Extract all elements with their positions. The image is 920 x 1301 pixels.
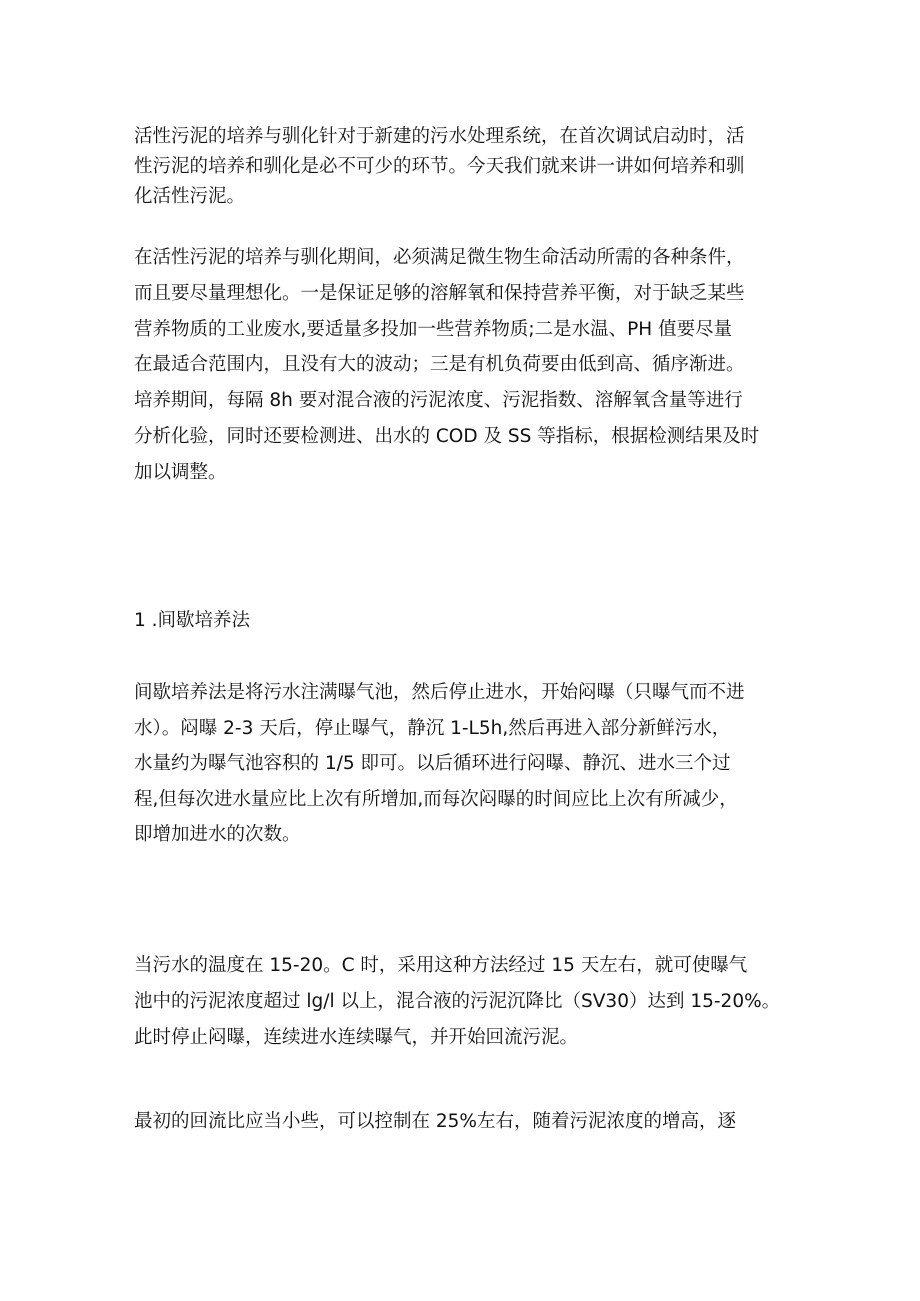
text-line: 培养期间，每隔 8h 要对混合液的污泥浓度、污泥指数、溶解氧含量等进行 bbox=[134, 390, 743, 412]
text-line: 活性污泥的培养与驯化针对于新建的污水处理系统，在首次调试启动时，活 bbox=[134, 126, 745, 147]
paragraph-batch-method bbox=[134, 675, 745, 853]
text-line: 即增加进水的次数。 bbox=[134, 824, 301, 845]
text-line: 程,但每次进水量应比上次有所增加,而每次闷曝的时间应比上次有所减少， bbox=[134, 788, 738, 810]
text-line: 在活性污泥的培养与驯化期间，必须满足微生物生命活动所需的各种条件， bbox=[134, 247, 745, 268]
text-line: 性污泥的培养和驯化是必不可少的环节。今天我们就来讲一讲如何培养和驯 bbox=[134, 156, 745, 177]
text-line: 加以调整。 bbox=[134, 461, 227, 483]
text-line: 水）。闷曝 2-3 天后，停止曝气，静沉 1-L5h,然后再进入部分新鲜污水， bbox=[134, 717, 731, 739]
text-line: 池中的污泥浓度超过 lg∕l 以上，混合液的污泥沉降比（SV30）达到 15-20%。 bbox=[134, 991, 781, 1012]
text-line: 分析化验，同时还要检测进、出水的 COD 及 SS 等指标，根据检测结果及时 bbox=[134, 425, 760, 447]
text-line: 营养物质的工业废水,要适量多投加一些营养物质;二是水温、PH 值要尽量 bbox=[134, 318, 733, 340]
paragraph-conditions bbox=[134, 240, 759, 491]
text-line: 在最适合范围内，且没有大的波动；三是有机负荷要由低到高、循序渐进。 bbox=[134, 354, 745, 376]
paragraph-intro bbox=[134, 122, 745, 212]
text-line: 水量约为曝气池容积的 1/5 即可。以后循环进行闷曝、静沉、进水三个过 bbox=[134, 753, 731, 774]
paragraph-temperature bbox=[134, 948, 780, 1056]
text-line: 此时停止闷曝，连续进水连续曝气，并开始回流污泥。 bbox=[134, 1027, 579, 1048]
text-line: 而且要尽量理想化。一是保证足够的溶解氧和保持营养平衡，对于缺乏某些 bbox=[134, 282, 745, 304]
text-line: 化活性污泥。 bbox=[134, 186, 246, 207]
text-line: 当污水的温度在 15-20。C 时，采用这种方法经过 15 天左右，就可使曝气 bbox=[134, 955, 748, 976]
section-heading bbox=[134, 606, 250, 636]
text-line: 间歇培养法是将污水注满曝气池，然后停止进水，开始闷曝（只曝气而不进 bbox=[134, 682, 745, 703]
paragraph-return-ratio bbox=[134, 1107, 736, 1137]
heading-text: 1 .间歇培养法 bbox=[134, 610, 251, 631]
text-line: 最初的回流比应当小些，可以控制在 25%左右，随着污泥浓度的增高，逐 bbox=[134, 1111, 737, 1132]
